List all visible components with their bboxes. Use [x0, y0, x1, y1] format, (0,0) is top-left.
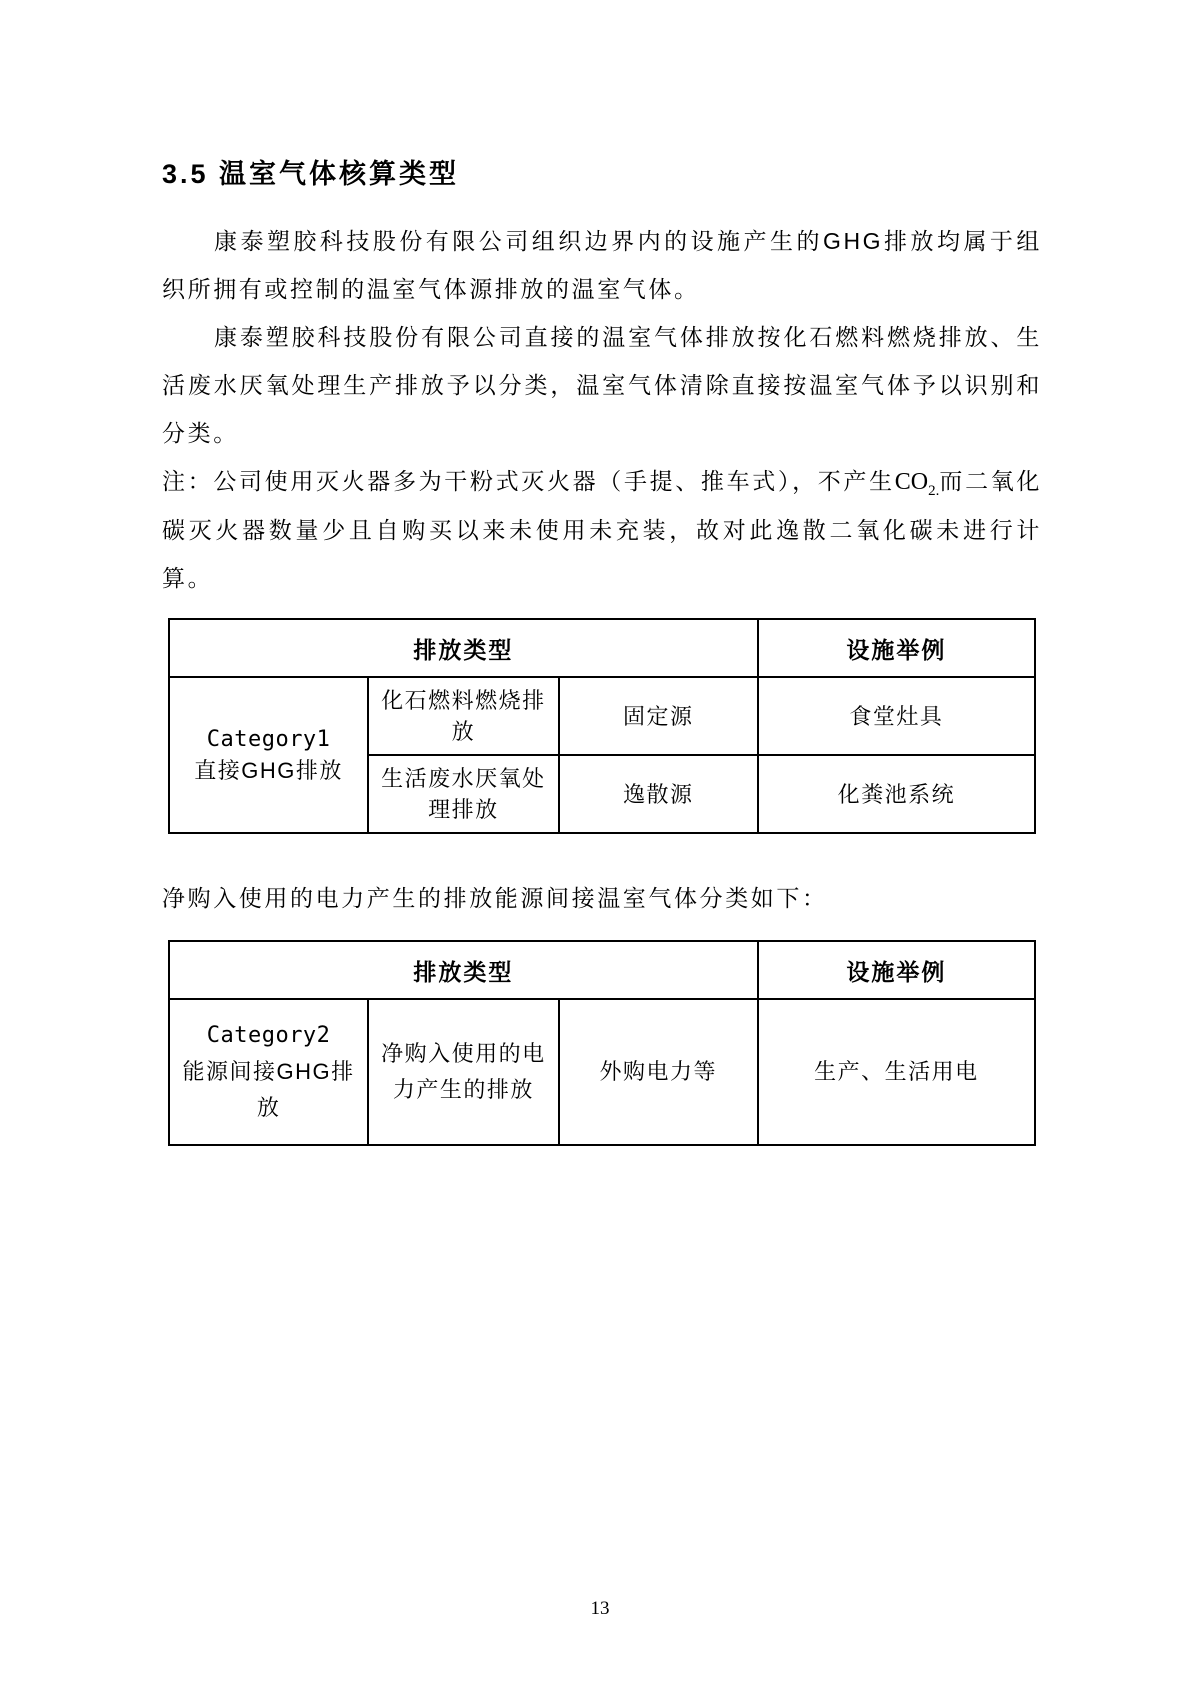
paragraph-ghg-scope: 康泰塑胶科技股份有限公司组织边界内的设施产生的GHG排放均属于组织所拥有或控制的温室气体源排放的温室气体。 [162, 228, 1042, 302]
source-type-cell: 固定源 [559, 677, 758, 755]
note-text-suffix: 而二氧化碳灭火器数量少且自购买以来未使用未充装，故对此逸散二氧化碳未进行计算。 [162, 468, 1042, 591]
paragraph-direct-classification: 康泰塑胶科技股份有限公司直接的温室气体排放按化石燃料燃烧排放、生活废水厌氧处理生产排放予以分类，温室气体清除直接按温室气体予以识别和分类。 [162, 324, 1042, 446]
co2-subscript: 2. [928, 482, 940, 499]
table-row [169, 677, 1035, 755]
emission-type-header: 排放类型 [169, 941, 758, 999]
emission-subtype-cell: 净购入使用的电力产生的排放 [368, 999, 559, 1145]
category2-name: Category2 [206, 1023, 331, 1048]
facility-cell: 食堂灶具 [758, 677, 1035, 755]
direct-emissions-table [168, 618, 1036, 834]
emission-type-header: 排放类型 [169, 619, 758, 677]
source-type-cell: 逸散源 [559, 755, 758, 833]
table-header-row [169, 941, 1035, 999]
facility-cell: 化粪池系统 [758, 755, 1035, 833]
category2-cell [169, 999, 368, 1145]
table-row [169, 999, 1035, 1145]
paragraph-indirect-intro: 净购入使用的电力产生的排放能源间接温室气体分类如下： [162, 885, 828, 911]
category1-cell [169, 677, 368, 833]
note-text-prefix: 注：公司使用灭火器多为干粉式灭火器（手提、推车式），不产生 [162, 468, 895, 494]
page-number: 13 [590, 1598, 610, 1619]
facility-cell: 生产、生活用电 [758, 999, 1035, 1145]
source-type-cell: 外购电力等 [559, 999, 758, 1145]
category2-description: 能源间接GHG排放 [182, 1059, 355, 1120]
table-header-row [169, 619, 1035, 677]
paragraph-note [162, 457, 1042, 602]
category1-name: Category1 [206, 727, 331, 752]
facility-example-header: 设施举例 [758, 941, 1035, 999]
section-heading: 3.5 温室气体核算类型 [162, 159, 460, 189]
co2-formula [894, 469, 940, 499]
emission-subtype-cell: 化石燃料燃烧排放 [368, 677, 559, 755]
facility-example-header: 设施举例 [758, 619, 1035, 677]
co2-symbol: CO [894, 469, 929, 495]
indirect-emissions-table [168, 940, 1036, 1146]
emission-subtype-cell: 生活废水厌氧处理排放 [368, 755, 559, 833]
category1-description: 直接GHG排放 [194, 758, 343, 783]
